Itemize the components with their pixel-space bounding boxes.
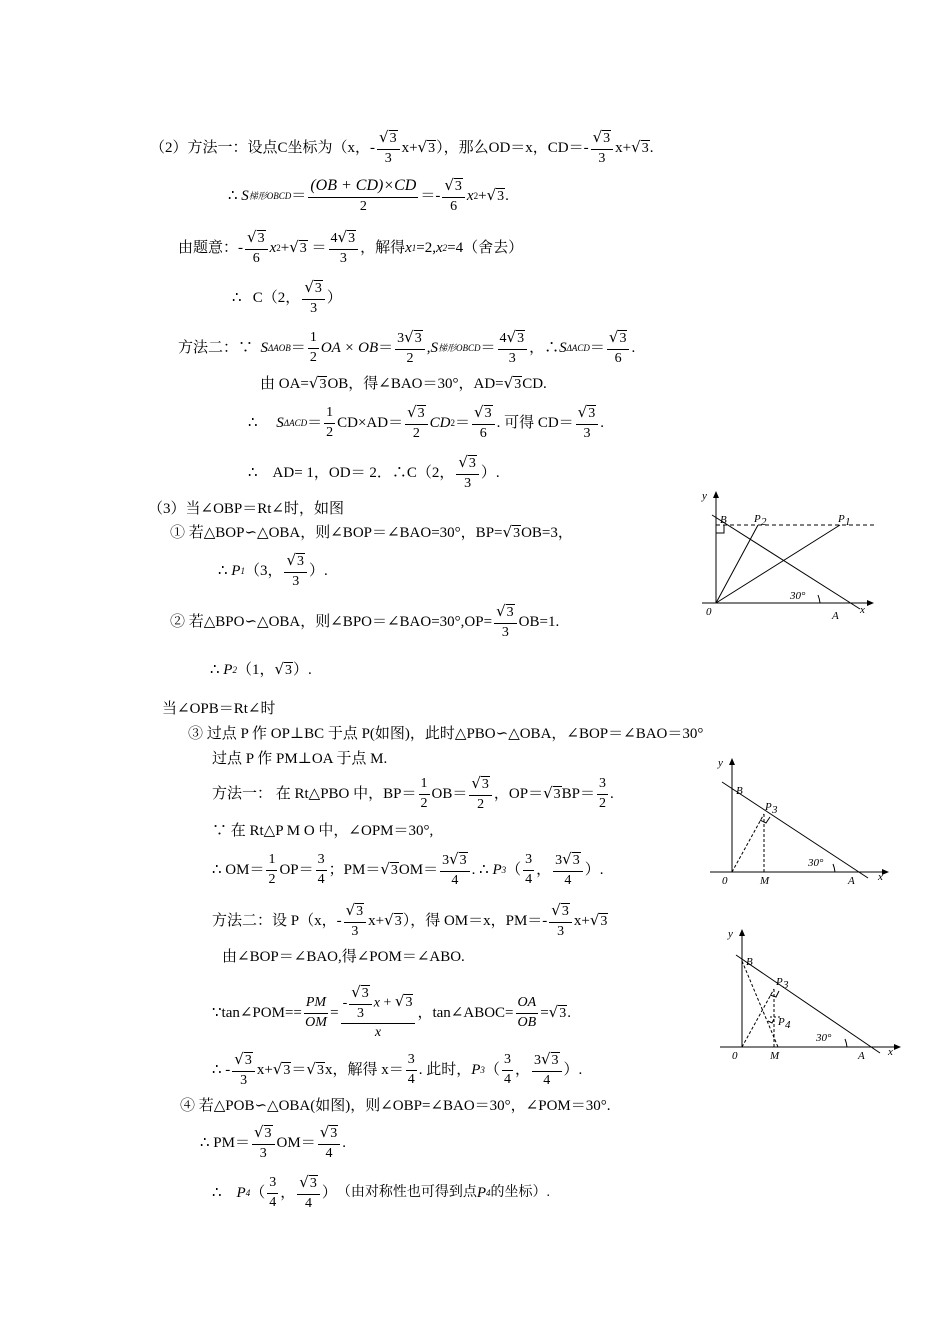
m2-angle: 由∠BOP＝∠BAO,得∠POM＝∠ABO.: [222, 949, 465, 965]
svg-text:3: 3: [772, 804, 778, 816]
svg-text:x: x: [878, 871, 883, 883]
p2-result: ∴ P 2 （1， √3 ）.: [210, 660, 312, 678]
svg-text:4: 4: [785, 1019, 791, 1031]
case4-pm: ∴ PM＝ $\frac{√3}{3}$ OM＝ $\frac{√3}{4}$ .: [200, 1123, 347, 1161]
line-ba: [712, 515, 860, 609]
method2-area: 方法二：∵ S ΔAOB ＝ $\frac{1}{2}$ OA × OB ＝ $\frac{3√3}{2}$ , S 梯形OBCD ＝ $\frac{4√3}{3}$ ，∴ S ΔACD ＝ $\frac{√3}{6}$ .: [178, 328, 636, 366]
svg-text:2: 2: [761, 516, 767, 528]
svg-text:1: 1: [845, 516, 851, 528]
m1-result: ∴ OM＝ $\frac{1}{2}$ OP＝ $\frac{3}{4}$ ；PM＝ √3 OM＝ $\frac{3√3}{4}$ . ∴ P 3 （ $\frac{3}{4}$ ， $\frac{3√3}{4}$ ）.: [212, 850, 604, 888]
case1-line: ① 若△BOP∽△OBA，则∠BOP＝∠BAO=30°，BP= √3 OB=3，: [170, 523, 573, 541]
svg-text:y: y: [728, 928, 733, 940]
svg-text:M: M: [760, 875, 770, 887]
case-obp-right: （3）当∠OBP＝Rt∠时，如图: [148, 501, 344, 517]
svg-text:0: 0: [722, 875, 728, 887]
op1: [716, 525, 840, 603]
m1-line: 方法一： 在 Rt△PBO 中，BP＝ $\frac{1}{2}$ OB＝ $\frac{√3}{2}$ ，OP＝ √3 BP＝ $\frac{3}{2}$ .: [212, 774, 614, 812]
case4-line: ④ 若△POB∽△OBA(如图)，则∠OBP=∠BAO＝30°，∠POM＝30°.: [180, 1098, 611, 1114]
svg-text:M: M: [770, 1050, 780, 1062]
m2-tan: ∵tan∠POM== $\frac{PM}{OM}$ = - $\frac{√3}{3}$ x + √3 x ，tan∠ABOC= $\frac{OA}{OB}$ = √3 .: [212, 983, 571, 1041]
svg-text:30°: 30°: [808, 857, 824, 869]
m1-opm: ∵ 在 Rt△P M O 中，∠OPM＝30°,: [212, 823, 434, 839]
case2-line: ② 若△BPO∽△OBA，则∠BPO＝∠BAO=30°,OP= $\frac{√3}{3}$ OB=1.: [170, 602, 560, 640]
svg-text:B: B: [720, 514, 727, 526]
point-c-result: ∴ C（2， $\frac{√3}{3}$ ）: [232, 278, 342, 316]
svg-text:y: y: [702, 490, 707, 502]
svg-text:P: P: [838, 513, 845, 525]
acd-area-eq: ∴ S ΔACD ＝ $\frac{1}{2}$ CD×AD＝ $\frac{√3}{2}$ CD 2 ＝ $\frac{√3}{6}$ . 可得 CD＝ $\frac{√3}{3}$ .: [248, 403, 604, 441]
svg-text:B: B: [736, 785, 743, 797]
figure-case1: [690, 485, 885, 625]
svg-text:A: A: [832, 610, 839, 622]
case3-perp: 过点 P 作 PM⊥OA 于点 M.: [212, 751, 388, 767]
svg-text:0: 0: [706, 606, 712, 618]
case3-line: ③ 过点 P 作 OP⊥BC 于点 P(如图)，此时△PBO∽△OBA，∠BOP＝∠BAO＝30°: [188, 726, 704, 742]
svg-text:B: B: [746, 956, 753, 968]
svg-text:30°: 30°: [816, 1032, 832, 1044]
m2-line: 方法二：设 P（x，- $\frac{√3}{3}$ x+ √3 ），得 OM＝x，PM＝- $\frac{√3}{3}$ x+ √3: [212, 901, 608, 939]
op2: [716, 525, 758, 603]
svg-text:3: 3: [783, 979, 789, 991]
p1-result: ∴ P 1 （3， $\frac{√3}{3}$ ）.: [218, 551, 328, 589]
method1-intro: （2）方法一：设点C坐标为（x，- $\frac{√3}{3}$ x+ √3 ），那么OD＝x，CD＝- $\frac{√3}{3}$ x+ √3 .: [150, 128, 654, 166]
svg-text:P: P: [776, 976, 783, 988]
svg-text:A: A: [858, 1050, 865, 1062]
trapezoid-area: ∴ S 梯形OBCD ＝ $\frac{(OB + CD)\times CD}{2}$ ＝ - $\frac{√3}{6}$ x 2 + √3 .: [228, 176, 509, 214]
m2-solve: ∴ - $\frac{√3}{3}$ x+ √3 ＝ √3 x，解得 x＝ $\frac{3}{4}$ . 此时， P 3 （ $\frac{3}{4}$ ， $\frac{3√3}{4}$ ）.: [212, 1050, 583, 1088]
svg-text:P: P: [765, 801, 772, 813]
svg-text:x: x: [860, 604, 865, 616]
svg-text:y: y: [718, 757, 723, 769]
figure-case4: [712, 925, 907, 1065]
svg-text:A: A: [848, 875, 855, 887]
ad-od-result: ∴ AD= 1，OD＝ 2．∴C（2， $\frac{√3}{3}$ ）.: [248, 453, 500, 491]
svg-text:P: P: [778, 1016, 785, 1028]
equation-from-question: 由题意：- $\frac{√3}{6}$ x 2 + √3 ＝ $\frac{4√3}{3}$ ，解得 x 1 =2, x 2 =4（舍去）: [178, 228, 524, 266]
svg-text:P: P: [754, 513, 761, 525]
svg-text:30°: 30°: [790, 590, 806, 602]
angle-from-oa: 由 OA= √3 OB，得∠BAO＝30°，AD= √3 CD.: [260, 374, 547, 392]
figure-case3: [700, 752, 895, 887]
case-opb-right: 当∠OPB＝Rt∠时: [162, 701, 276, 717]
p4-result: ∴ P 4 （ $\frac{3}{4}$ ， $\frac{√3}{4}$ ） （由对称性也可得到点 P 4 的坐标）.: [212, 1173, 550, 1211]
svg-text:0: 0: [732, 1050, 738, 1062]
svg-text:x: x: [888, 1046, 893, 1058]
